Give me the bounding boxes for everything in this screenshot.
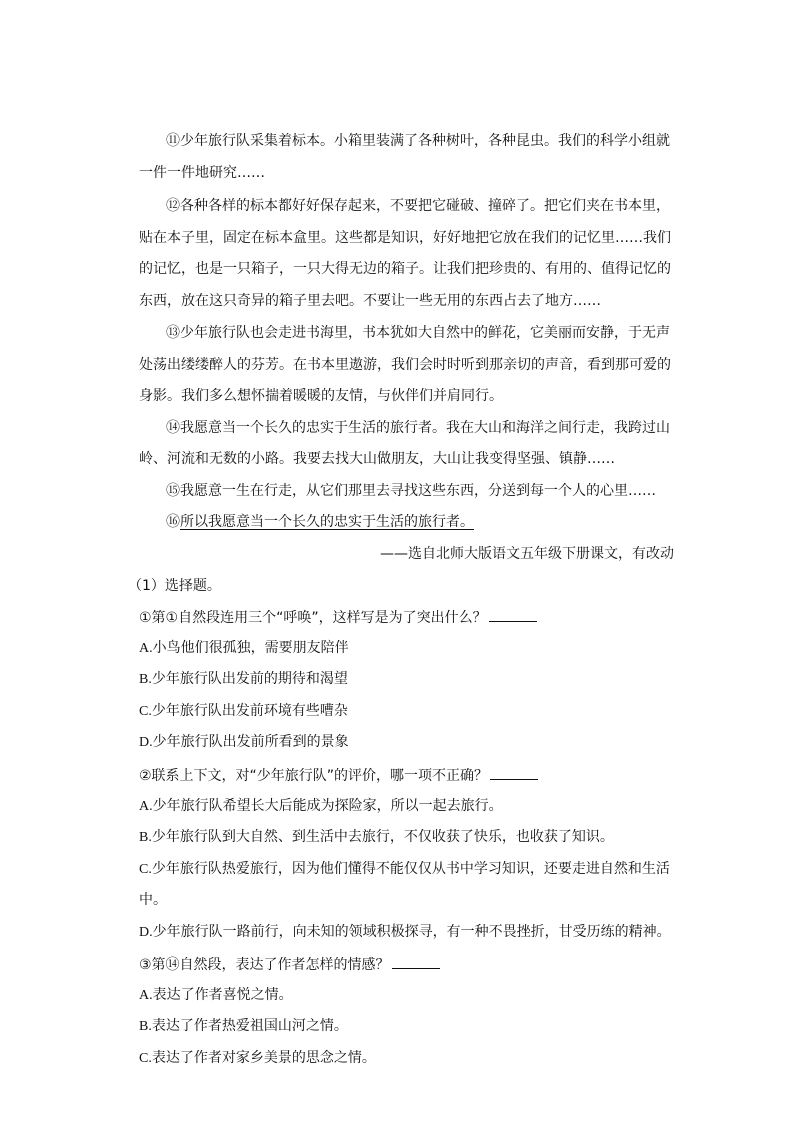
source-attribution: ——选自北师大版语文五年级下册课文，有改动 bbox=[380, 546, 674, 562]
paragraph-15: ⑮我愿意一生在行走，从它们那里去寻找这些东西，分送到每一个人的心里…… bbox=[166, 483, 656, 499]
question-1-option-d: D.少年旅行队出发前所看到的景象 bbox=[139, 735, 349, 750]
question-2-option-b: B.少年旅行队到大自然、到生活中去旅行，不仅收获了快乐，也收获了知识。 bbox=[139, 830, 614, 845]
question-2-option-d: D.少年旅行队一路前行，向未知的领域积极探寻，有一种不畏挫折，甘受历练的精神。 bbox=[139, 925, 671, 940]
question-1-option-b: B.少年旅行队出发前的期待和渴望 bbox=[139, 672, 348, 687]
question-1-option-a: A.小鸟他们很孤独，需要朋友陪伴 bbox=[139, 641, 349, 656]
question-3-option-c: C.表达了作者对家乡美景的思念之情。 bbox=[139, 1051, 376, 1066]
paragraph-13-line-3: 身影。我们多么想怀揣着暖暖的友情，与伙伴们并肩同行。 bbox=[139, 388, 503, 404]
question-3-stem bbox=[139, 954, 679, 975]
paragraph-12-line-3: 的记忆，也是一只箱子，一只大得无边的箱子。让我们把珍贵的、有用的、值得记忆的 bbox=[139, 261, 671, 277]
paragraph-14-line-2: 岭、河流和无数的小路。我要去找大山做朋友，大山让我变得坚强、镇静…… bbox=[139, 451, 615, 467]
question-1-stem bbox=[139, 607, 679, 628]
paragraph-12-line-1: ⑫各种各样的标本都好好保存起来，不要把它碰破、撞碎了。把它们夹在书本里， bbox=[166, 198, 670, 214]
question-2-option-c: C.少年旅行队热爱旅行，因为他们懂得不能仅仅从书中学习知识，还要走进自然和生活 bbox=[139, 862, 670, 877]
answer-blank-3[interactable] bbox=[392, 954, 440, 969]
question-2-stem bbox=[139, 765, 679, 786]
paragraph-14-line-1: ⑭我愿意当一个长久的忠实于生活的旅行者。我在大山和海洋之间行走，我跨过山 bbox=[166, 420, 670, 436]
question-2-stem-text: ②联系上下文，对“少年旅行队”的评价，哪一项不正确？ bbox=[139, 768, 489, 784]
question-1-option-c: C.少年旅行队出发前环境有些嘈杂 bbox=[139, 704, 348, 719]
question-2-option-c-continued: 中。 bbox=[139, 893, 167, 908]
paragraph-16-number: ⑯ bbox=[166, 514, 180, 530]
paragraph-16-underlined-text: 所以我愿意当一个长久的忠实于生活的旅行者。 bbox=[180, 514, 474, 530]
answer-blank-2[interactable] bbox=[490, 765, 538, 780]
question-1-stem-text: ①第①自然段连用三个“呼唤”，这样写是为了突出什么？ bbox=[139, 610, 487, 626]
paragraph-16 bbox=[166, 512, 706, 532]
question-3-option-b: B.表达了作者热爱祖国山河之情。 bbox=[139, 1019, 348, 1034]
paragraph-13-line-1: ⑬少年旅行队也会走进书海里，书本犹如大自然中的鲜花，它美丽而安静，于无声 bbox=[166, 325, 670, 341]
paragraph-11-line-2: 一件一件地研究…… bbox=[139, 165, 265, 181]
paragraph-13-line-2: 处荡出缕缕醉人的芬芳。在书本里遨游，我们会时时听到那亲切的声音，看到那可爱的 bbox=[139, 357, 671, 373]
question-3-option-a: A.表达了作者喜悦之情。 bbox=[139, 988, 293, 1003]
answer-blank-1[interactable] bbox=[489, 607, 537, 622]
paragraph-12-line-4: 东西，放在这只奇异的箱子里去吧。不要让一些无用的东西占去了地方…… bbox=[139, 293, 601, 309]
question-2-option-a: A.少年旅行队希望长大后能成为探险家，所以一起去旅行。 bbox=[139, 799, 503, 814]
question-3-stem-text: ③第⑭自然段，表达了作者怎样的情感？ bbox=[139, 957, 390, 973]
section-heading: （1）选择题。 bbox=[128, 578, 221, 594]
paragraph-12-line-2: 贴在本子里，固定在标本盒里。这些都是知识，好好地把它放在我们的记忆里……我们 bbox=[139, 230, 671, 246]
paragraph-11-line-1: ⑪少年旅行队采集着标本。小箱里装满了各种树叶，各种昆虫。我们的科学小组就 bbox=[166, 133, 670, 149]
